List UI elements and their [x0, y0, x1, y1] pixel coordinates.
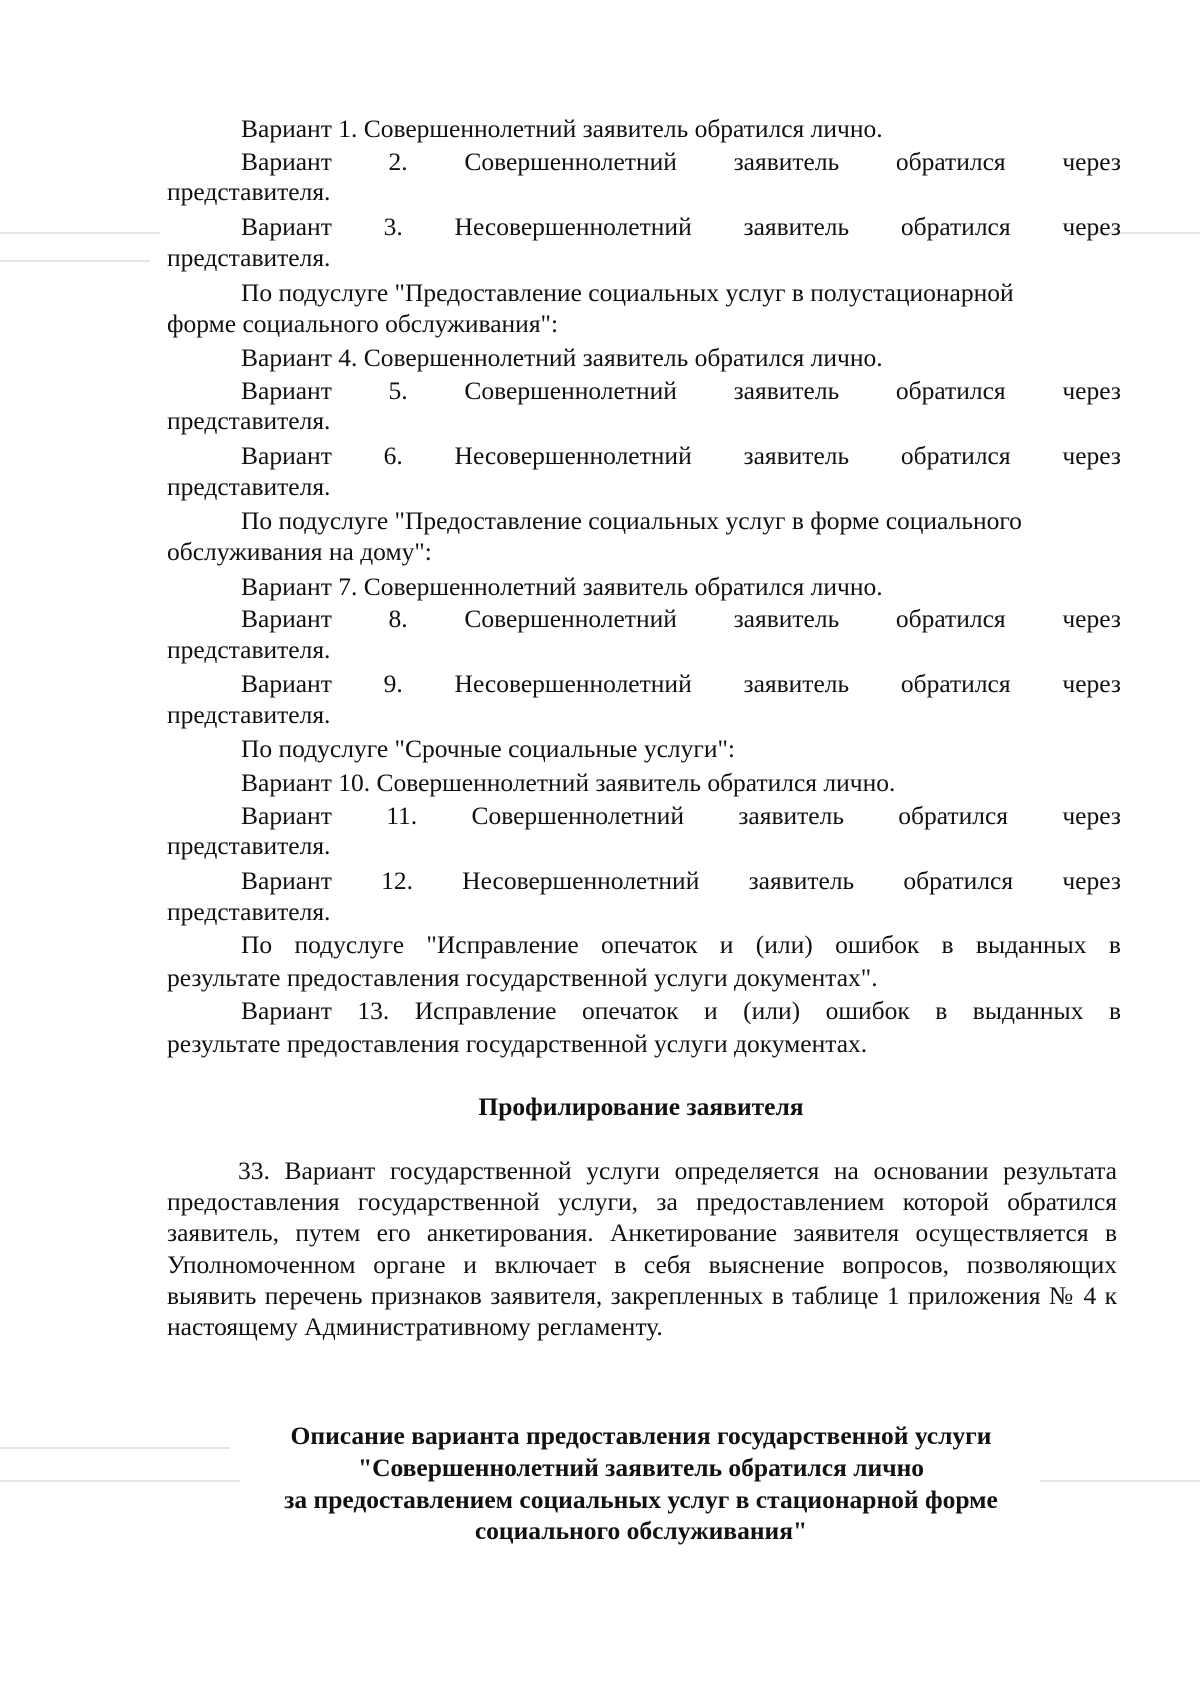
variant-line-continuation: представителя. — [167, 700, 331, 729]
description-heading-line: социального обслуживания" — [474, 1516, 808, 1545]
description-heading-line: Описание варианта предоставления государственной услуги — [290, 1421, 992, 1450]
variant-line-continuation: представителя. — [167, 243, 331, 272]
variant-line: Вариант 2. Совершеннолетний заявитель обратился через — [241, 147, 1121, 176]
variant-line-continuation: представителя. — [167, 831, 331, 860]
subservice-line-continuation: форме социального обслуживания": — [167, 309, 559, 338]
variant-line: Вариант 1. Совершеннолетний заявитель обратился лично. — [241, 114, 883, 143]
description-heading-line: за предоставлением социальных услуг в стационарной форме — [284, 1485, 998, 1514]
subservice-line: По подуслуге "Предоставление социальных услуг в полустационарной — [241, 278, 1014, 307]
variant-line-continuation: представителя. — [167, 406, 331, 435]
variant-line-continuation: представителя. — [167, 177, 331, 206]
variant-line-continuation: представителя. — [167, 472, 331, 501]
variant-line: Вариант 3. Несовершеннолетний заявитель обратился через — [241, 212, 1121, 241]
variant-line: Вариант 12. Несовершеннолетний заявитель обратился через — [241, 866, 1121, 895]
subservice-line: По подуслуге "Предоставление социальных услуг в форме социального — [241, 506, 1022, 535]
variant-line: Вариант 6. Несовершеннолетний заявитель обратился через — [241, 441, 1121, 470]
subservice-line: По подуслуге "Исправление опечаток и (или) ошибок в выданных в — [241, 930, 1121, 959]
paragraph-33: 33. Вариант государственной услуги определяется на основании результата предоставления государственной услуги, за предоставлением которой обратился заявитель, путем его анкетирования. Анкетирование заявителя осуществляется в Уполномоченном органе и включает в себя выяснение вопросов, позволяющих выявить перечень признаков заявителя, закрепленных в таблице 1 приложения № 4 к настоящему Административному регламенту. — [167, 1156, 1117, 1342]
variant-line-continuation: представителя. — [167, 635, 331, 664]
section-heading: Профилирование заявителя — [478, 1092, 804, 1121]
variant-line: Вариант 8. Совершеннолетний заявитель обратился через — [241, 604, 1121, 633]
variant-line-continuation: результате предоставления государственной услуги документах. — [167, 1029, 868, 1058]
variant-line: Вариант 9. Несовершеннолетний заявитель обратился через — [241, 669, 1121, 698]
subservice-line-continuation: результате предоставления государственной услуги документах". — [167, 963, 878, 992]
subservice-line: По подуслуге "Срочные социальные услуги": — [241, 734, 735, 763]
variant-line: Вариант 7. Совершеннолетний заявитель обратился лично. — [241, 572, 883, 601]
variant-line: Вариант 5. Совершеннолетний заявитель обратился через — [241, 376, 1121, 405]
scan-noise — [0, 260, 150, 262]
variant-line: Вариант 13. Исправление опечаток и (или) ошибок в выданных в — [241, 996, 1121, 1025]
variant-line: Вариант 4. Совершеннолетний заявитель обратился лично. — [241, 343, 883, 372]
subservice-line-continuation: обслуживания на дому": — [167, 537, 432, 566]
variant-line: Вариант 10. Совершеннолетний заявитель обратился лично. — [241, 768, 896, 797]
description-heading-line: "Совершеннолетний заявитель обратился лично — [357, 1453, 925, 1482]
scan-noise — [0, 232, 160, 234]
variant-line-continuation: представителя. — [167, 897, 331, 926]
variant-line: Вариант 11. Совершеннолетний заявитель обратился через — [241, 801, 1121, 830]
